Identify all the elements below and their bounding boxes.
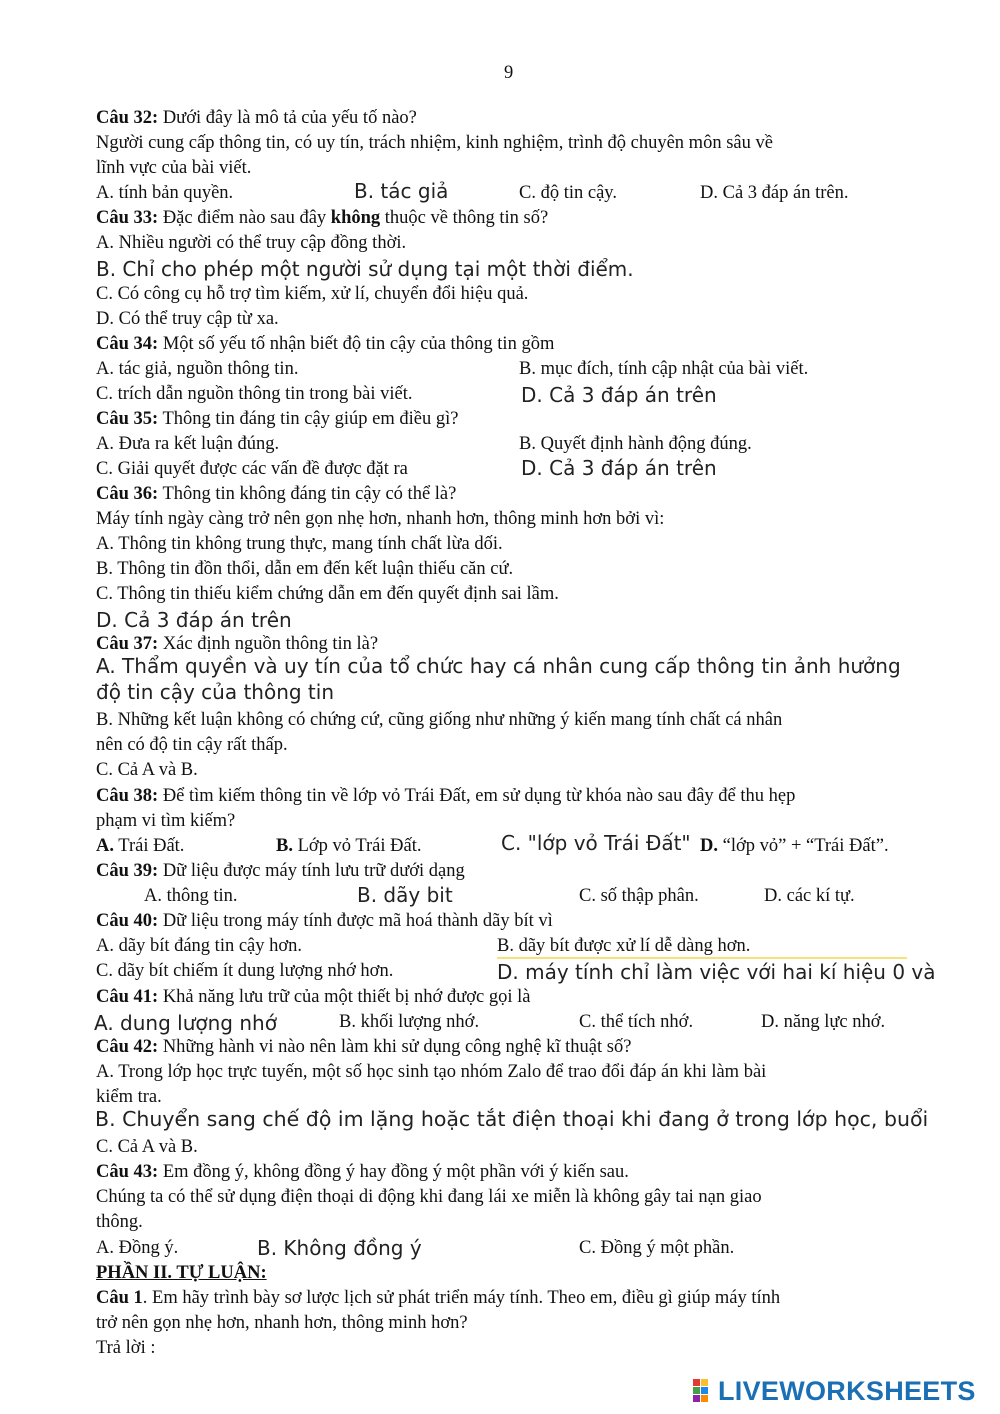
- liveworksheets-wordmark: LIVEWORKSHEETS: [718, 1375, 976, 1406]
- q41-option-b[interactable]: B. khối lượng nhớ.: [339, 1012, 480, 1032]
- q41-option-c[interactable]: C. thể tích nhớ.: [579, 1012, 694, 1032]
- question-label: Câu 36:: [96, 484, 159, 504]
- question-38: [96, 785, 795, 807]
- liveworksheets-logo: [693, 1376, 976, 1406]
- option-text: Trái Đất.: [114, 836, 185, 856]
- answer-label: Trả lời :: [96, 1338, 156, 1358]
- question-label: Câu 37:: [96, 634, 159, 654]
- q32-option-a[interactable]: A. tính bản quyền.: [96, 183, 234, 203]
- q39-option-c[interactable]: C. số thập phân.: [579, 886, 699, 906]
- q32-option-d[interactable]: D. Cả 3 đáp án trên.: [700, 183, 849, 203]
- q39-option-d[interactable]: D. các kí tự.: [764, 886, 855, 906]
- q34-option-a[interactable]: A. tác giả, nguồn thông tin.: [96, 359, 299, 379]
- page-number: 9: [504, 63, 514, 83]
- q33-answer-b[interactable]: B. Chỉ cho phép một người sử dụng tại một thời điểm.: [96, 257, 634, 281]
- q33-option-a[interactable]: A. Nhiều người có thể truy cập đồng thời.: [96, 233, 407, 253]
- question-text: Một số yếu tố nhận biết độ tin cậy của thông tin gồm: [158, 334, 555, 354]
- q37-option-b-line2[interactable]: nên có độ tin cậy rất thấp.: [96, 735, 288, 755]
- question-label: Câu 38:: [96, 786, 159, 806]
- q42-option-a-line1[interactable]: A. Trong lớp học trực tuyến, một số học sinh tạo nhóm Zalo để trao đổi đáp án khi làm bài: [96, 1062, 767, 1082]
- question-text: Thông tin đáng tin cậy giúp em điều gì?: [158, 409, 459, 429]
- q43-statement-line1: Chúng ta có thể sử dụng điện thoại di động khi đang lái xe miễn là không gây tai nạn giao: [96, 1187, 762, 1207]
- question-text: . Em hãy trình bày sơ lược lịch sử phát triển máy tính. Theo em, điều gì giúp máy tính: [142, 1288, 781, 1308]
- q40-option-a[interactable]: A. dãy bít đáng tin cậy hơn.: [96, 936, 303, 956]
- question-text: Những hành vi nào nên làm khi sử dụng công nghệ kĩ thuật số?: [158, 1037, 632, 1057]
- essay-question-1-line2: trở nên gọn nhẹ hơn, nhanh hơn, thông minh hơn?: [96, 1313, 468, 1333]
- q36-extra-line: Máy tính ngày càng trở nên gọn nhẹ hơn, nhanh hơn, thông minh hơn bởi vì:: [96, 509, 665, 529]
- question-label: Câu 1: [96, 1288, 143, 1308]
- q40-answer-d[interactable]: D. máy tính chỉ làm việc với hai kí hiệu 0 và: [497, 960, 936, 984]
- question-42: [96, 1036, 631, 1058]
- q37-option-b-line1[interactable]: B. Những kết luận không có chứng cứ, cũng giống như những ý kiến mang tính chất cá nhân: [96, 710, 783, 730]
- q42-option-a-line2[interactable]: kiểm tra.: [96, 1087, 162, 1107]
- question-label: Câu 40:: [96, 911, 159, 931]
- question-label: Câu 41:: [96, 987, 159, 1007]
- q38-option-d[interactable]: [700, 835, 889, 857]
- liveworksheets-logo-icon: [693, 1379, 715, 1403]
- q37-option-c[interactable]: C. Cả A và B.: [96, 760, 198, 780]
- question-text: Dữ liệu được máy tính lưu trữ dưới dạng: [158, 861, 465, 881]
- q42-option-c[interactable]: C. Cả A và B.: [96, 1137, 198, 1157]
- q41-answer-a[interactable]: A. dung lượng nhớ: [94, 1011, 277, 1035]
- q34-option-c[interactable]: C. trích dẫn nguồn thông tin trong bài viết.: [96, 384, 413, 404]
- q34-option-b[interactable]: B. mục đích, tính cập nhật của bài viết.: [519, 359, 809, 379]
- q38-option-a[interactable]: [96, 835, 184, 857]
- q37-answer-a-line2[interactable]: độ tin cậy của thông tin: [96, 680, 335, 704]
- q39-answer-b[interactable]: B. dãy bit: [357, 883, 453, 907]
- question-label: Câu 32:: [96, 108, 159, 128]
- question-text: thuộc về thông tin số?: [380, 208, 549, 228]
- option-text: “lớp vỏ” + “Trái Đất”.: [718, 836, 889, 856]
- q38-text-line2: phạm vi tìm kiếm?: [96, 811, 236, 831]
- q36-option-c[interactable]: C. Thông tin thiếu kiểm chứng dẫn em đến quyết định sai lầm.: [96, 584, 559, 604]
- q34-answer-d[interactable]: D. Cả 3 đáp án trên: [521, 383, 717, 407]
- question-36: [96, 483, 456, 505]
- question-label: Câu 43:: [96, 1162, 159, 1182]
- option-letter: D.: [700, 836, 718, 856]
- question-label: Câu 35:: [96, 409, 159, 429]
- question-35: [96, 408, 458, 430]
- q43-option-c[interactable]: C. Đồng ý một phần.: [579, 1238, 735, 1258]
- option-text: Lớp vỏ Trái Đất.: [292, 836, 422, 856]
- question-text: Khả năng lưu trữ của một thiết bị nhớ được gọi là: [158, 987, 531, 1007]
- option-letter: B.: [276, 836, 293, 856]
- q36-option-a[interactable]: A. Thông tin không trung thực, mang tính chất lừa dối.: [96, 534, 503, 554]
- q39-option-a[interactable]: A. thông tin.: [144, 886, 238, 906]
- question-label: Câu 33:: [96, 208, 159, 228]
- question-text: Để tìm kiếm thông tin về lớp vỏ Trái Đất, em sử dụng từ khóa nào sau đây để thu hẹp: [158, 786, 796, 806]
- q35-option-b[interactable]: B. Quyết định hành động đúng.: [519, 434, 752, 454]
- question-37: [96, 633, 378, 655]
- q32-description-line1: Người cung cấp thông tin, có uy tín, trách nhiệm, kinh nghiệm, trình độ chuyên môn sâu về: [96, 133, 773, 153]
- question-text: Em đồng ý, không đồng ý hay đồng ý một phần với ý kiến sau.: [158, 1162, 629, 1182]
- question-label: Câu 39:: [96, 861, 159, 881]
- question-text: Đặc điểm nào sau đây: [158, 208, 331, 228]
- question-40: [96, 910, 553, 932]
- question-label: Câu 34:: [96, 334, 159, 354]
- q35-answer-d[interactable]: D. Cả 3 đáp án trên: [521, 456, 717, 480]
- question-34: [96, 333, 554, 355]
- part-2-heading: PHẦN II. TỰ LUẬN:: [96, 1263, 267, 1283]
- q40-option-c[interactable]: C. dãy bít chiếm ít dung lượng nhớ hơn.: [96, 961, 394, 981]
- question-32: [96, 107, 417, 129]
- question-33: [96, 207, 548, 229]
- q33-option-d[interactable]: D. Có thể truy cập từ xa.: [96, 309, 279, 329]
- q38-option-b[interactable]: [276, 835, 421, 857]
- q42-answer-b[interactable]: B. Chuyển sang chế độ im lặng hoặc tắt điện thoại khi đang ở trong lớp học, buổi: [95, 1107, 929, 1131]
- question-text: Thông tin không đáng tin cậy có thể là?: [158, 484, 457, 504]
- q38-answer-c[interactable]: C. "lớp vỏ Trái Đất": [501, 831, 691, 855]
- question-43: [96, 1161, 629, 1183]
- question-text: Dưới đây là mô tả của yếu tố nào?: [158, 108, 417, 128]
- q41-option-d[interactable]: D. năng lực nhớ.: [761, 1012, 886, 1032]
- q36-answer-d[interactable]: D. Cả 3 đáp án trên: [96, 608, 292, 632]
- q40-option-b[interactable]: B. dãy bít được xử lí dễ dàng hơn.: [497, 935, 907, 959]
- question-41: [96, 986, 530, 1008]
- q32-option-c[interactable]: C. độ tin cậy.: [519, 183, 617, 203]
- q35-option-c[interactable]: C. Giải quyết được các vấn đề được đặt ra: [96, 459, 408, 479]
- option-letter: A.: [96, 836, 114, 856]
- q37-answer-a-line1[interactable]: A. Thẩm quyền và uy tín của tổ chức hay cá nhân cung cấp thông tin ảnh hưởng: [96, 654, 901, 678]
- q33-option-c[interactable]: C. Có công cụ hỗ trợ tìm kiếm, xử lí, chuyển đổi hiệu quả.: [96, 284, 529, 304]
- q43-statement-line2: thông.: [96, 1212, 143, 1232]
- q32-description-line2: lĩnh vực của bài viết.: [96, 158, 252, 178]
- q32-answer-b[interactable]: B. tác giả: [354, 179, 449, 203]
- question-39: [96, 860, 465, 882]
- q35-option-a[interactable]: A. Đưa ra kết luận đúng.: [96, 434, 280, 454]
- question-text: Dữ liệu trong máy tính được mã hoá thành dãy bít vì: [158, 911, 553, 931]
- question-label: Câu 42:: [96, 1037, 159, 1057]
- q43-option-a[interactable]: A. Đồng ý.: [96, 1238, 179, 1258]
- question-text: Xác định nguồn thông tin là?: [158, 634, 379, 654]
- essay-question-1: [96, 1287, 780, 1309]
- q43-answer-b[interactable]: B. Không đồng ý: [257, 1236, 422, 1260]
- q36-option-b[interactable]: B. Thông tin đồn thổi, dẫn em đến kết luận thiếu căn cứ.: [96, 559, 514, 579]
- question-emphasis: không: [330, 208, 381, 228]
